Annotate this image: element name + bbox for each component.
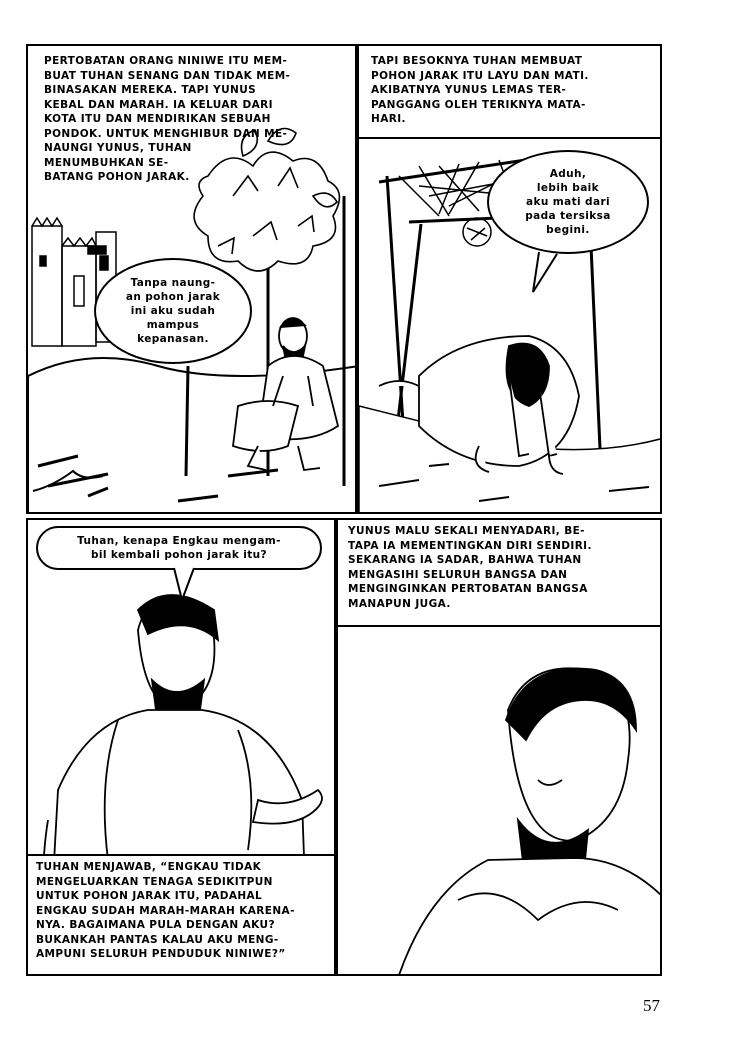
panel-2-speech-bubble: Aduh, lebih baik aku mati dari pada tersiksa begini.: [487, 150, 649, 254]
panel-1-caption: PERTOBATAN ORANG NINIWE ITU MEM- BUAT TUHAN SENANG DAN TIDAK MEM- BINASAKAN MEREKA. TAPI YUNUS KEBAL DAN MARAH. IA KELUAR DARI KOTA ITU DAN MENDIRIKAN SEBUAH PONDOK. UNTUK MENGHIBUR DAN ME- NAUNGI YUNUS, TUHAN MENUMBUHKAN SE- BATANG POHON JARAK.: [44, 55, 291, 183]
panel-2: [357, 44, 662, 514]
panel-1-speech-bubble: Tanpa naung- an pohon jarak ini aku sudah mampus kepanasan.: [94, 258, 252, 364]
panel-1: [26, 44, 357, 514]
page-number: 57: [643, 996, 660, 1015]
panel-4: [336, 518, 662, 976]
panel-4-caption: YUNUS MALU SEKALI MENYADARI, BE- TAPA IA MEMENTINGKAN DIRI SENDIRI. SEKARANG IA SADAR, BAHWA TUHAN MENGASIHI SELURUH BANGSA DAN MENGINGINKAN PERTOBATAN BANGSA MANAPUN JUGA.: [348, 525, 592, 610]
panel-2-caption: TAPI BESOKNYA TUHAN MEMBUAT POHON JARAK ITU LAYU DAN MATI. AKIBATNYA YUNUS LEMAS TER- PANGGANG OLEH TERIKNYA MATA- HARI.: [371, 55, 589, 125]
panel-3-caption: TUHAN MENJAWAB, “ENGKAU TIDAK MENGELUARKAN TENAGA SEDIKITPUN UNTUK POHON JARAK ITU, PADAHAL ENGKAU SUDAH MARAH-MARAH KARENA- NYA. BAGAIMANA PULA DENGAN AKU? BUKANKAH PANTAS KALAU AKU MENG- AMPUNI SELURUH PENDUDUK NINIWE?”: [26, 854, 336, 976]
panel-3-speech-bubble: Tuhan, kenapa Engkau mengam- bil kembali pohon jarak itu?: [36, 526, 322, 570]
panel-3: [26, 518, 336, 976]
